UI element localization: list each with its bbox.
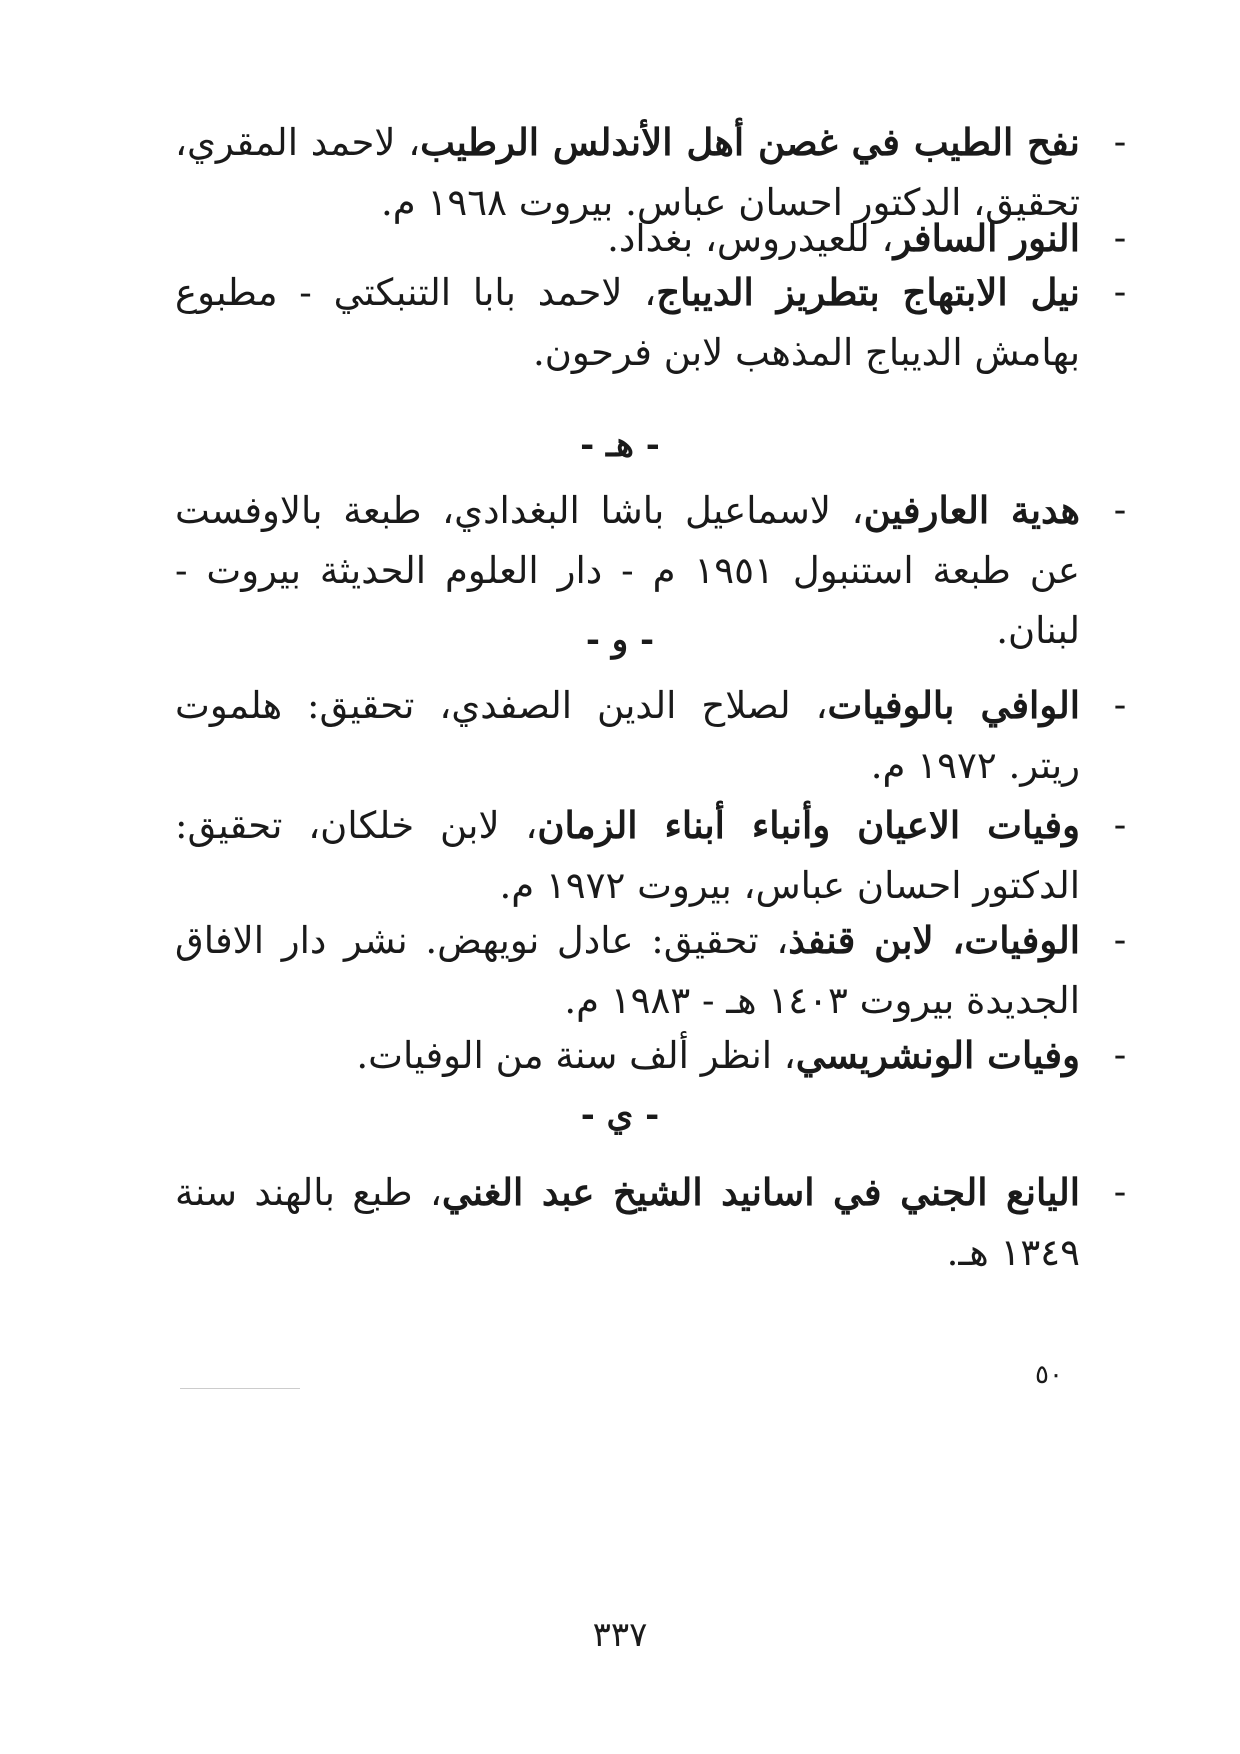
entry-dash: - (1113, 120, 1127, 163)
entry-details: ، لاحمد بابا التنبكتي - مطبوع بهامش الديباج المذهب لابن فرحون. (175, 271, 1080, 374)
entry-dash: - (1113, 683, 1127, 726)
bibliography-entry (175, 910, 1127, 1031)
entry-title: النور السافر (893, 216, 1080, 260)
entry-dash: - (1113, 488, 1127, 531)
footnote-divider (180, 1388, 300, 1389)
entry-details: ، لاحمد المقري، تحقيق، الدكتور احسان عباس. بيروت ١٩٦٨ م. (175, 121, 1080, 224)
page-number: ٣٣٧ (592, 1615, 648, 1655)
letter-heading: - و - (585, 620, 655, 660)
entry-title: نفح الطيب في غصن أهل الأندلس الرطيب (420, 120, 1080, 164)
entry-title: الوافي بالوفيات (827, 683, 1080, 727)
entry-details: ، انظر ألف سنة من الوفيات. (356, 1034, 796, 1077)
letter-heading: - هـ - (580, 425, 660, 465)
entry-title: اليانع الجني في اسانيد الشيخ عبد الغني (441, 1170, 1081, 1214)
letter-heading: - ي - (580, 1095, 660, 1135)
entry-title: الوفيات، لابن قنفذ (788, 918, 1080, 962)
footnote-mark: ٥٠ (1035, 1360, 1063, 1390)
bibliography-entry (175, 795, 1127, 916)
entry-details: ، لصلاح الدين الصفدي، تحقيق: هلموت ريتر. ١٩٧٢ م. (175, 684, 1080, 787)
entry-title: وفيات الاعيان وأنباء أبناء الزمان (537, 803, 1080, 847)
entry-dash: - (1113, 1170, 1127, 1213)
bibliography-entry (175, 262, 1127, 383)
entry-details: ، تحقيق: عادل نويهض. نشر دار الافاق الجديدة بيروت ١٤٠٣ هـ - ١٩٨٣ م. (175, 919, 1080, 1022)
entry-details: ، طبع بالهند سنة ١٣٤٩ هـ. (175, 1171, 1080, 1274)
entry-dash: - (1113, 918, 1127, 961)
entry-dash: - (1113, 216, 1127, 259)
bibliography-entry (175, 208, 1127, 269)
entry-dash: - (1113, 803, 1127, 846)
entry-details: ، للعيدروس، بغداد. (607, 217, 894, 260)
entry-title: نيل الابتهاج بتطريز الديباج (656, 270, 1080, 314)
bibliography-entry (175, 1162, 1127, 1283)
entry-title: وفيات الونشريسي (795, 1033, 1080, 1077)
entry-title: هدية العارفين (863, 488, 1080, 532)
entry-details: ، لاسماعيل باشا البغدادي، طبعة بالاوفست عن طبعة استنبول ١٩٥١ م - دار العلوم الحديثة بيروت - لبنان. (175, 489, 1080, 652)
bibliography-entry (175, 1025, 1127, 1086)
entry-dash: - (1113, 270, 1127, 313)
entry-dash: - (1113, 1033, 1127, 1076)
bibliography-entry (175, 675, 1127, 796)
entry-details: ، لابن خلكان، تحقيق: الدكتور احسان عباس، بيروت ١٩٧٢ م. (175, 804, 1080, 907)
